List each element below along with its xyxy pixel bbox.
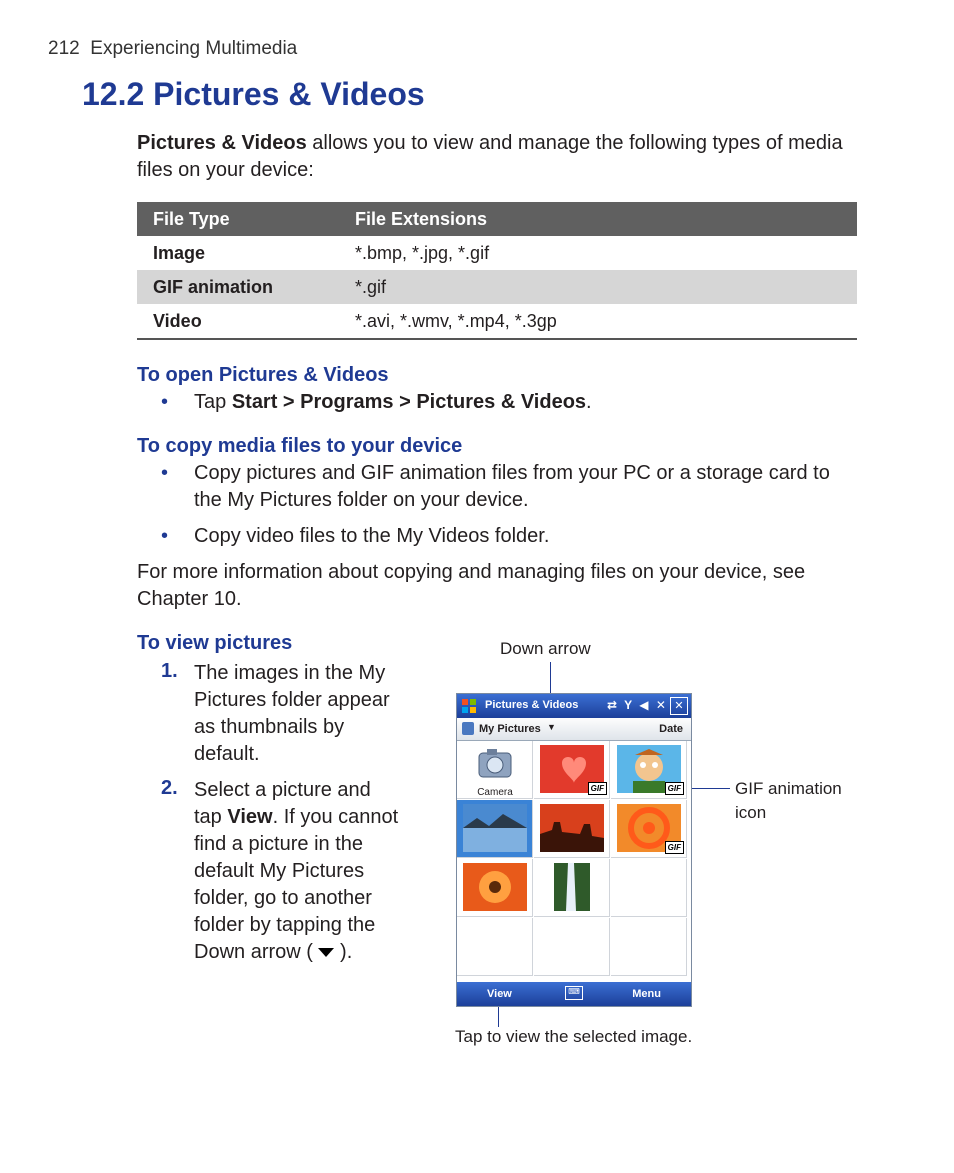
view-softkey[interactable]: View xyxy=(487,988,512,1000)
callout-line xyxy=(690,788,730,789)
cell-type: Image xyxy=(153,242,206,263)
thumbnail[interactable] xyxy=(534,859,610,917)
bullet: • xyxy=(161,525,169,547)
cell-ext: *.bmp, *.jpg, *.gif xyxy=(355,242,490,263)
open-instruction xyxy=(194,389,854,416)
camera-icon xyxy=(477,745,513,781)
softkey-bar xyxy=(457,982,691,1006)
folder-name[interactable]: My Pictures xyxy=(479,723,541,735)
header-file-type: File Type xyxy=(137,202,339,236)
intro-text: allows you to view and manage the following types of media files on your device: xyxy=(137,132,843,181)
thumbnail-camera[interactable] xyxy=(457,741,533,799)
thumbnail[interactable] xyxy=(457,859,533,917)
windows-logo-icon[interactable] xyxy=(461,698,477,714)
step-2-bold: View xyxy=(227,806,273,828)
sort-selector[interactable]: Date xyxy=(659,723,683,735)
grid-cell-empty xyxy=(534,918,610,976)
status-icons[interactable]: ⇄ Y ◀ ✕ xyxy=(607,698,668,712)
section-title: 12.2 Pictures & Videos xyxy=(82,76,425,112)
app-title: Pictures & Videos xyxy=(485,699,579,711)
page-header xyxy=(48,38,297,60)
table-header-row xyxy=(137,202,857,236)
title-bar xyxy=(457,694,691,718)
callout-line xyxy=(498,1005,499,1027)
open-heading: To open Pictures & Videos xyxy=(137,364,389,386)
open-end: . xyxy=(586,391,592,413)
table-row xyxy=(137,304,857,339)
open-path: Start > Programs > Pictures & Videos xyxy=(231,391,587,413)
thumbnail-image xyxy=(554,863,590,911)
more-info: For more information about copying and managing files on your device, see Chapter 10. xyxy=(137,561,806,610)
camera-label: Camera xyxy=(477,787,513,798)
cell-ext: *.gif xyxy=(339,270,857,304)
thumbnail-image xyxy=(463,863,527,911)
intro-bold: Pictures & Videos xyxy=(137,132,307,154)
folder-bar xyxy=(457,718,691,741)
menu-softkey[interactable]: Menu xyxy=(632,988,661,1000)
thumbnail-image xyxy=(463,804,527,852)
keyboard-icon[interactable]: ⌨ xyxy=(565,986,583,1000)
section-name: Experiencing Multimedia xyxy=(90,38,298,59)
cell-type: Video xyxy=(137,304,339,339)
callout-gif-icon: GIF animation icon xyxy=(735,779,842,822)
file-type-table xyxy=(137,202,857,340)
close-icon[interactable]: ✕ xyxy=(670,697,688,715)
step-number: 2. xyxy=(161,777,178,799)
thumbnail-selected[interactable] xyxy=(457,800,533,858)
gif-badge: GIF xyxy=(588,782,607,795)
step-2 xyxy=(194,777,399,966)
table-row xyxy=(137,270,857,304)
callout-down-arrow: Down arrow xyxy=(500,639,591,658)
device-screen xyxy=(456,693,692,1007)
copy-bullet-1: Copy pictures and GIF animation files from your PC or a storage card to the My Pictures folder on your device. xyxy=(194,462,830,511)
page-number: 212 xyxy=(48,38,80,59)
folder-down-arrow[interactable]: ▼ xyxy=(547,722,556,732)
bullet: • xyxy=(161,462,169,484)
step-2-b: . If you cannot find a picture in the default My Pictures folder, go to another folder by tapping the Down arrow ( xyxy=(194,806,399,963)
view-heading: To view pictures xyxy=(137,632,293,654)
open-tap: Tap xyxy=(194,391,232,413)
gif-badge: GIF xyxy=(665,841,684,854)
thumbnail[interactable] xyxy=(534,741,610,799)
bullet: • xyxy=(161,391,169,413)
table-row xyxy=(137,236,857,270)
grid-cell-empty xyxy=(611,859,687,917)
cell-ext: *.avi, *.wmv, *.mp4, *.3gp xyxy=(339,304,857,339)
gif-badge: GIF xyxy=(665,782,684,795)
step-1: The images in the My Pictures folder appear as thumbnails by default. xyxy=(194,662,390,765)
grid-cell-empty xyxy=(457,918,533,976)
header-file-ext: File Extensions xyxy=(339,202,857,236)
intro-paragraph xyxy=(137,130,857,184)
folder-icon xyxy=(462,722,474,735)
thumbnail[interactable] xyxy=(611,741,687,799)
grid-cell-empty xyxy=(611,918,687,976)
thumbnail-image xyxy=(540,804,604,852)
step-2-a: Select a picture and tap xyxy=(194,779,371,828)
thumbnail[interactable] xyxy=(611,800,687,858)
step-number: 1. xyxy=(161,660,178,682)
cell-type: GIF animation xyxy=(137,270,339,304)
copy-heading: To copy media files to your device xyxy=(137,435,463,457)
down-arrow-icon xyxy=(318,948,334,957)
thumbnail-grid xyxy=(457,741,691,980)
callout-tap-view: Tap to view the selected image. xyxy=(455,1027,693,1046)
step-2-c: ). xyxy=(334,941,353,963)
copy-bullet-2: Copy video files to the My Videos folder. xyxy=(194,525,550,547)
thumbnail[interactable] xyxy=(534,800,610,858)
